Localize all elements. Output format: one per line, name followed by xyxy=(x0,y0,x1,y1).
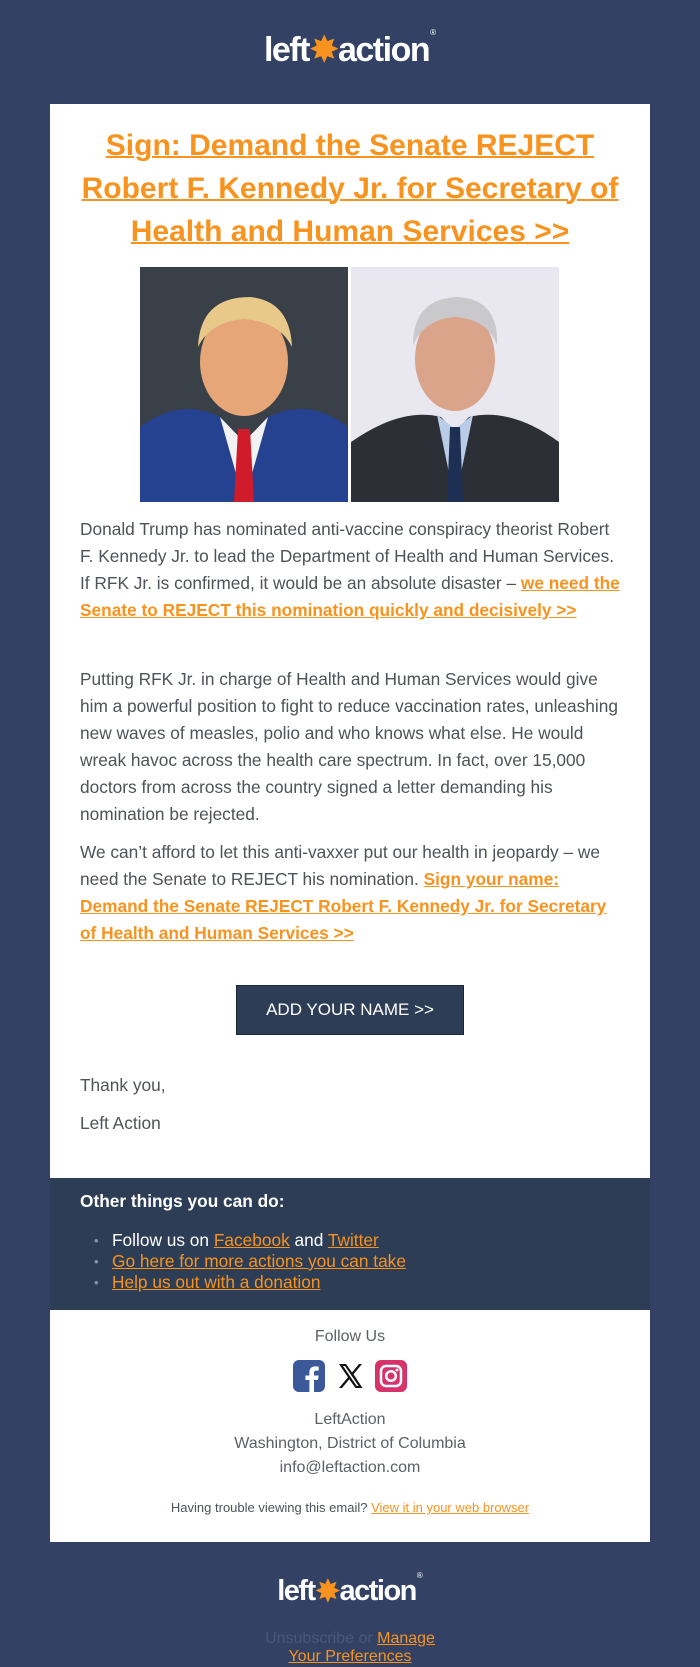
org-info xyxy=(50,1408,650,1480)
logo-text-left: left xyxy=(263,30,309,69)
footer-logo[interactable] xyxy=(0,1571,700,1611)
photo-trump xyxy=(140,267,348,502)
list-item-donate xyxy=(80,1272,406,1293)
other-actions-panel xyxy=(50,1178,650,1310)
logo-burst-icon: ✸ xyxy=(315,1575,339,1608)
more-actions-link[interactable]: Go here for more actions you can take xyxy=(112,1251,406,1271)
logo-burst-icon: ✸ xyxy=(309,31,337,69)
closing-thanks: Thank you, xyxy=(80,1075,166,1095)
view-in-browser-link[interactable]: View it in your web browser xyxy=(371,1500,530,1515)
org-location: Washington, District of Columbia xyxy=(234,1435,466,1452)
unsubscribe-link[interactable]: Unsubscribe or xyxy=(265,1630,378,1647)
org-name: LeftAction xyxy=(314,1411,386,1428)
list-item-follow xyxy=(80,1230,406,1251)
logo-text-right: action xyxy=(339,1574,416,1607)
logo-text-right: action xyxy=(337,30,430,69)
photo-rfk xyxy=(351,267,559,502)
follow-prefix: Follow us on xyxy=(112,1230,214,1250)
logo-registered: ® xyxy=(430,28,437,37)
logo-registered: ® xyxy=(416,1571,423,1580)
photo-pair[interactable] xyxy=(140,267,560,502)
sign-your-name-link[interactable]: Sign your name: Demand the Senate REJECT Robert F. Kennedy Jr. for Secretary of Health and Human Services >> xyxy=(80,869,607,943)
reject-nomination-link[interactable]: we need the Senate to REJECT this nomination quickly and decisively >> xyxy=(80,573,620,620)
logo-text-left: left xyxy=(277,1574,315,1607)
email-card xyxy=(50,104,650,1542)
x-icon[interactable] xyxy=(334,1360,366,1392)
and-text: and xyxy=(289,1230,328,1250)
facebook-link[interactable]: Facebook xyxy=(213,1230,290,1250)
trouble-text: Having trouble viewing this email? xyxy=(170,1500,372,1515)
trouble-viewing xyxy=(50,1500,650,1515)
body-paragraph-3 xyxy=(80,839,620,947)
instagram-icon[interactable] xyxy=(375,1360,407,1392)
org-email: info@leftaction.com xyxy=(279,1459,421,1476)
body-paragraph-2: Putting RFK Jr. in charge of Health and Human Services would give him a powerful position to fight to reduce vaccination rates, unleashing new waves of measles, polio and who knows what else. He would wreak havoc across the health care spectrum. In fact, over 15,000 doctors from across the country signed a letter demanding his nomination be rejected. xyxy=(80,669,618,824)
manage-link[interactable]: Manage xyxy=(377,1630,435,1647)
closing-signoff: Left Action xyxy=(80,1113,161,1133)
para3-text: We can’t afford to let this anti-vaxxer put our health in jeopardy – we need the Senate to REJECT his nomination. xyxy=(80,842,601,889)
other-actions-title: Other things you can do: xyxy=(80,1191,285,1211)
para1-text: Donald Trump has nominated anti-vaccine conspiracy theorist Robert F. Kennedy Jr. to lead the Department of Health and Human Services. If RFK Jr. is confirmed, it would be an absolute disaster – xyxy=(80,519,615,593)
social-icons xyxy=(50,1360,650,1392)
headline-link[interactable]: Sign: Demand the Senate REJECT Robert F. Kennedy Jr. for Secretary of Health and Human Services >> xyxy=(81,129,619,248)
header-logo[interactable] xyxy=(0,28,700,72)
unsubscribe-block xyxy=(0,1630,700,1666)
preferences-link[interactable]: Your Preferences xyxy=(288,1648,412,1665)
donation-link[interactable]: Help us out with a donation xyxy=(112,1272,321,1292)
list-item-actions xyxy=(80,1251,406,1272)
body-paragraph-1 xyxy=(80,516,620,624)
twitter-link[interactable]: Twitter xyxy=(327,1230,379,1250)
follow-us-label: Follow Us xyxy=(314,1328,386,1345)
other-actions-list xyxy=(80,1230,406,1293)
facebook-icon[interactable] xyxy=(293,1360,325,1392)
add-your-name-button[interactable]: ADD YOUR NAME >> xyxy=(236,985,464,1035)
